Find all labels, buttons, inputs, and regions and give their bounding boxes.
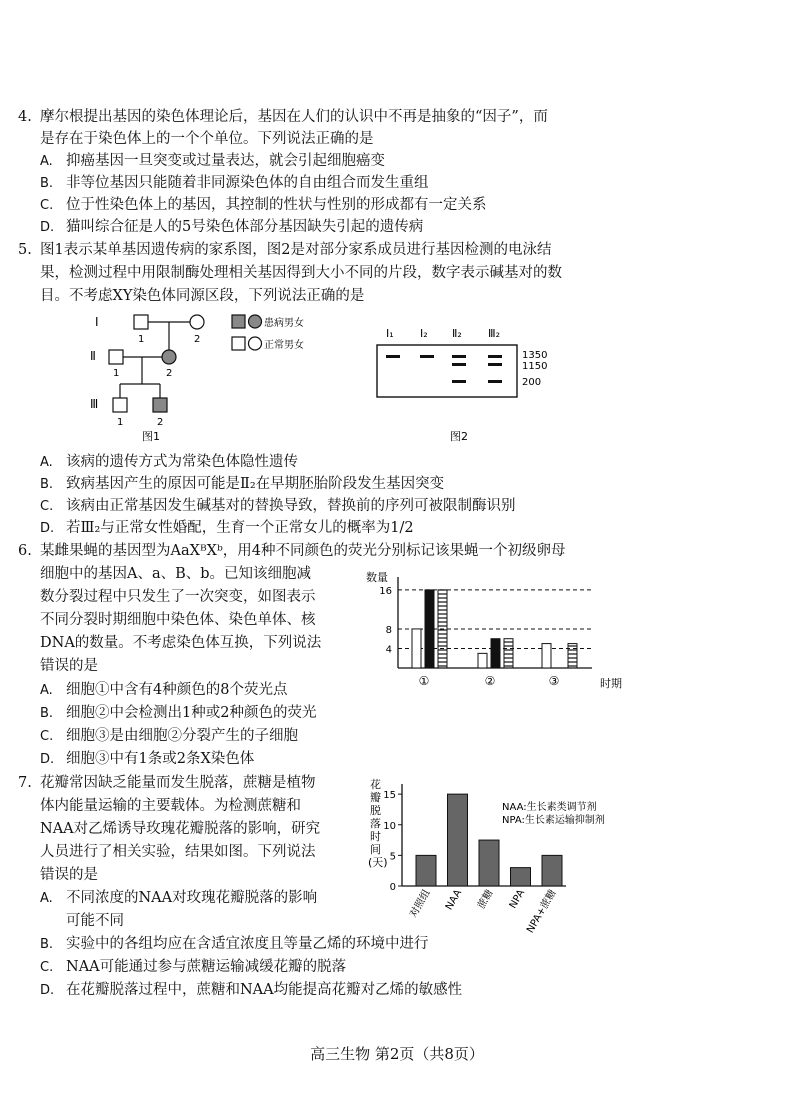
question-stem-line: 错误的是: [40, 867, 98, 883]
gel-band: [488, 355, 502, 358]
option-label: B.: [40, 176, 54, 191]
legend-affected-female-symbol: [249, 315, 262, 328]
individual-number: 2: [194, 334, 201, 345]
question-number: 4.: [18, 109, 32, 125]
option-label: A.: [40, 891, 53, 906]
option-text: 位于性染色体上的基因，其控制的性状与性别的形成都有一定关系: [66, 197, 487, 213]
option-a: [40, 888, 317, 909]
option-text: 非等位基因只能随着非同源染色体的自由组合而发生重组: [66, 175, 429, 191]
option-text: 抑癌基因一旦突变或过量表达，就会引起细胞癌变: [66, 153, 385, 169]
option-d: [40, 749, 254, 770]
generation-label: I: [95, 315, 99, 329]
bar: [568, 644, 577, 668]
bar: [478, 653, 487, 668]
question-stem-line: 摩尔根提出基因的染色体理论后，基因在人们的认识中不再是抽象的“因子”，而: [40, 109, 548, 125]
gel-band: [420, 355, 434, 358]
option-text: 细胞②中会检测出1种或2种颜色的荧光: [66, 705, 317, 721]
individual-number: 1: [138, 334, 145, 345]
figure-caption: 图1: [142, 430, 160, 443]
x-tick-label: ①: [418, 674, 430, 688]
question-number: 6.: [18, 543, 32, 559]
option-d: [40, 980, 462, 1001]
y-axis-label-6: 间: [370, 843, 381, 856]
option-text: 细胞③是由细胞②分裂产生的子细胞: [66, 728, 298, 744]
x-tick-label: NAA: [443, 888, 465, 913]
individual-number: 2: [166, 368, 173, 379]
option-label: D.: [40, 220, 55, 235]
question-stem-line: 数分裂过程中只发生了一次突变，如图表示: [40, 589, 316, 605]
option-text: 若Ⅲ₂与正常女性婚配，生育一个正常女儿的概率为1/2: [66, 520, 414, 536]
option-b: [40, 934, 429, 955]
male-normal-symbol: [109, 350, 123, 364]
question-stem-line: 某雌果蝇的基因型为AaXᴮXᵇ，用4种不同颜色的荧光分别标记该果蝇一个初级卵母: [40, 543, 566, 559]
cell-count-chart: [360, 565, 640, 695]
y-axis-label-1: 花: [370, 778, 381, 791]
y-tick-label: 8: [385, 624, 392, 636]
pedigree-figure: [80, 310, 310, 450]
gel-band: [488, 363, 502, 366]
male-normal-symbol: [113, 398, 127, 412]
option-label: C.: [40, 960, 54, 975]
gel-band: [488, 380, 502, 383]
male-normal-symbol: [134, 315, 148, 329]
band-size-label: 1350: [522, 350, 548, 361]
option-text: 猫叫综合征是人的5号染色体部分基因缺失引起的遗传病: [66, 219, 424, 235]
bar: [448, 794, 468, 886]
individual-number: 1: [113, 368, 120, 379]
gel-box: [377, 345, 517, 397]
x-tick-label: ③: [548, 674, 560, 688]
option-d: [40, 217, 423, 238]
bar: [491, 639, 500, 668]
option-c: [40, 957, 346, 978]
option-d: [40, 518, 414, 539]
y-tick-label: 5: [389, 851, 396, 863]
y-axis-label-7: (天): [368, 856, 388, 869]
question-stem-line: 图1表示某单基因遗传病的家系图，图2是对部分家系成员进行基因检测的电泳结: [40, 242, 552, 258]
question-stem-line: 错误的是: [40, 658, 98, 674]
female-affected-symbol: [162, 350, 176, 364]
y-axis-label: 数量: [366, 571, 388, 584]
option-text: 不同浓度的NAA对玫瑰花瓣脱落的影响: [66, 890, 318, 906]
bar: [479, 840, 499, 886]
question-stem-line: 不同分裂时期细胞中染色体、染色单体、核: [40, 612, 316, 628]
option-b: [40, 173, 429, 194]
option-c: [40, 496, 516, 517]
x-tick-label: 对照组: [408, 888, 433, 920]
bar: [416, 855, 436, 886]
legend-item: NPA:生长素运输抑制剂: [502, 815, 605, 826]
electrophoresis-figure: [372, 325, 572, 445]
option-text: 该病由正常基因发生碱基对的替换导致，替换前的序列可被限制酶识别: [66, 498, 516, 514]
x-tick-label: ②: [484, 674, 496, 688]
option-label: D.: [40, 521, 55, 536]
option-text: 该病的遗传方式为常染色体隐性遗传: [66, 454, 298, 470]
option-b: [40, 474, 444, 495]
option-a: [40, 151, 385, 172]
y-tick-label: 10: [383, 820, 396, 832]
option-c: [40, 726, 298, 747]
petal-abscission-chart: [366, 776, 646, 936]
option-text: NAA可能通过参与蔗糖运输减缓花瓣的脱落: [66, 959, 347, 975]
male-affected-symbol: [153, 398, 167, 412]
y-axis-label-5: 时: [370, 830, 381, 843]
x-tick-label: 蔗糖: [476, 888, 496, 911]
y-tick-label: 15: [383, 790, 396, 802]
option-label: C.: [40, 729, 54, 744]
option-text: 可能不同: [66, 913, 124, 929]
option-text: 在花瓣脱落过程中，蔗糖和NAA均能提高花瓣对乙烯的敏感性: [66, 982, 463, 998]
option-text: 细胞③中有1条或2条X染色体: [66, 751, 255, 767]
option-label: B.: [40, 706, 54, 721]
option-label: A.: [40, 683, 53, 698]
option-label: C.: [40, 198, 54, 213]
option-label: B.: [40, 477, 54, 492]
legend-normal-label: 正常男女: [264, 340, 304, 351]
x-tick-label: NPA+蔗糖: [525, 888, 559, 936]
option-b: [40, 703, 316, 724]
legend-normal-female-symbol: [249, 337, 262, 350]
legend-affected-male-symbol: [232, 315, 245, 328]
y-axis-label-2: 瓣: [370, 791, 381, 804]
question-stem-line: 是存在于染色体上的一个个单位。下列说法正确的是: [40, 131, 374, 147]
bar: [542, 855, 562, 886]
option-a-continued: [40, 911, 124, 932]
question-number: 7.: [18, 775, 32, 791]
bar: [438, 590, 447, 668]
y-tick-label: 4: [385, 644, 392, 656]
lane-label: Ⅱ₂: [452, 327, 462, 340]
individual-number: 1: [117, 417, 124, 428]
option-a: [40, 680, 287, 701]
legend-item: NAA:生长素类调节剂: [502, 802, 597, 813]
bar: [412, 629, 421, 668]
legend-affected-label: 患病男女: [264, 318, 304, 329]
legend-normal-male-symbol: [232, 337, 245, 350]
option-label: A.: [40, 154, 53, 169]
option-label: B.: [40, 937, 54, 952]
question-stem-line: 细胞中的基因A、a、B、b。已知该细胞减: [40, 566, 312, 582]
female-normal-symbol: [190, 315, 204, 329]
option-text: 致病基因产生的原因可能是Ⅱ₂在早期胚胎阶段发生基因突变: [66, 476, 445, 492]
y-tick-label: 16: [379, 585, 392, 597]
gel-band: [452, 355, 466, 358]
question-stem-line: 果，检测过程中用限制酶处理相关基因得到大小不同的片段，数字表示碱基对的数: [40, 265, 562, 281]
bar: [425, 590, 434, 668]
y-axis-label-4: 落: [370, 817, 381, 830]
question-number: 5.: [18, 242, 32, 258]
generation-label: Ⅱ: [90, 349, 96, 363]
question-stem-line: 体内能量运输的主要载体。为检测蔗糖和: [40, 798, 301, 814]
bar: [542, 644, 551, 668]
lane-label: Ⅰ₂: [420, 327, 428, 340]
lane-label: Ⅲ₂: [488, 327, 500, 340]
option-text: 细胞①中含有4种颜色的8个荧光点: [66, 682, 288, 698]
question-stem-line: 花瓣常因缺乏能量而发生脱落，蔗糖是植物: [40, 775, 316, 791]
option-label: C.: [40, 499, 54, 514]
generation-label: Ⅲ: [90, 397, 99, 411]
question-stem-line: 人员进行了相关实验，结果如图。下列说法: [40, 844, 316, 860]
question-stem-line: 目。不考虑XY染色体同源区段，下列说法正确的是: [40, 288, 365, 304]
individual-number: 2: [157, 417, 164, 428]
question-stem-line: DNA的数量。不考虑染色体互换，下列说法: [40, 635, 322, 651]
x-axis-label: 时期: [600, 677, 622, 690]
y-tick-label: 0: [389, 882, 396, 893]
y-axis-label-3: 脱: [370, 804, 381, 817]
gel-band: [452, 380, 466, 383]
option-label: D.: [40, 752, 55, 767]
option-c: [40, 195, 487, 216]
band-size-label: 200: [522, 377, 542, 388]
gel-band: [452, 363, 466, 366]
question-stem-line: NAA对乙烯诱导玫瑰花瓣脱落的影响，研究: [40, 821, 321, 837]
figure-caption: 图2: [450, 430, 468, 443]
option-text: 实验中的各组均应在含适宜浓度且等量乙烯的环境中进行: [66, 936, 429, 952]
gel-band: [386, 355, 400, 358]
band-size-label: 1150: [522, 361, 548, 372]
page-footer: 高三生物 第2页（共8页）: [310, 1045, 484, 1063]
option-label: A.: [40, 455, 53, 470]
lane-label: Ⅰ₁: [386, 327, 394, 340]
x-tick-label: NPA: [507, 888, 528, 911]
option-a: [40, 452, 298, 473]
bar: [511, 868, 531, 886]
bar: [504, 639, 513, 668]
option-label: D.: [40, 983, 55, 998]
